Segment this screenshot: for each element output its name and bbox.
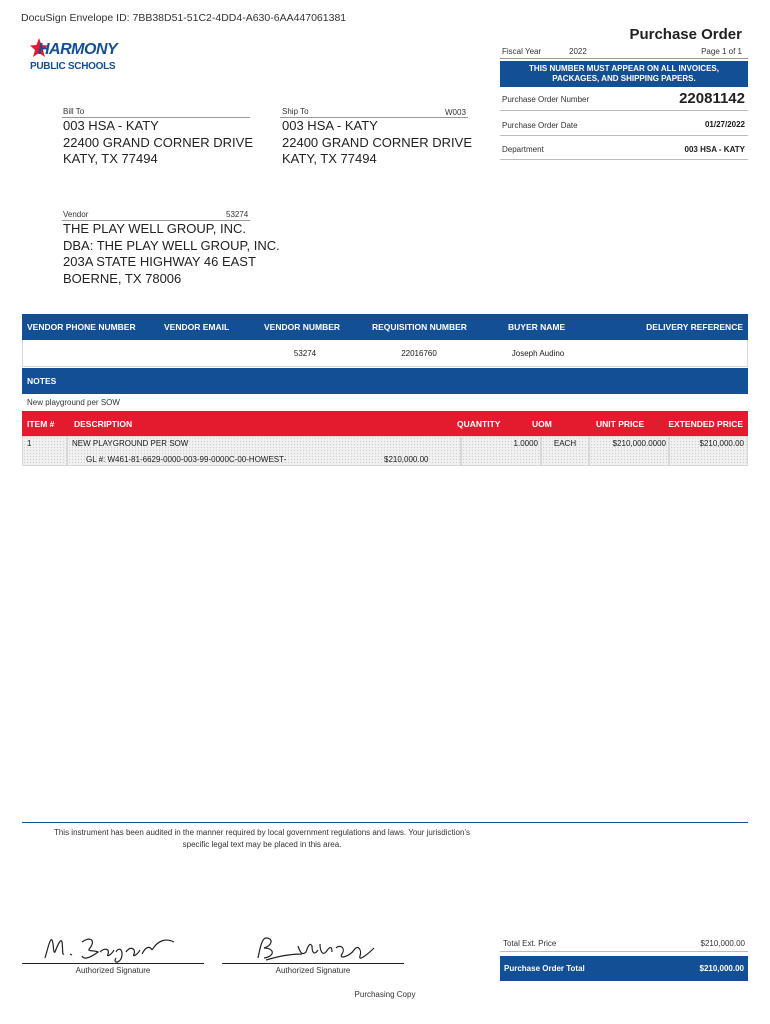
item-unit-price: $210,000.0000 [612, 439, 666, 448]
signature-label-2: Authorized Signature [275, 966, 351, 975]
col-description: DESCRIPTION [74, 418, 133, 429]
fiscal-year-label: Fiscal Year [502, 47, 542, 56]
col-quantity: QUANTITY [457, 418, 501, 429]
vendor-table-header [22, 314, 748, 340]
audit-text [22, 827, 502, 851]
col-item-number: ITEM # [27, 418, 55, 429]
vendor-line: BOERNE, TX 78006 [63, 270, 182, 286]
ship-to-address [282, 118, 472, 168]
copy-label: Purchasing Copy [354, 990, 416, 999]
envelope-id: DocuSign Envelope ID: 7BB38D51-51C2-4DD4-A630-6AA447061381 [21, 12, 347, 24]
item-quantity: 1.0000 [513, 439, 538, 448]
col-uom: UOM [532, 418, 552, 429]
bill-to-line: 003 HSA - KATY [63, 118, 159, 133]
vendor-number-top: 53274 [226, 210, 249, 219]
vendor-line: DBA: THE PLAY WELL GROUP, INC. [63, 237, 280, 253]
item-description: NEW PLAYGROUND PER SOW [72, 439, 189, 448]
signature-label-1: Authorized Signature [75, 966, 151, 975]
po-notice: THIS NUMBER MUST APPEAR ON ALL INVOICES, PACKAGES, AND SHIPPING PAPERS. [500, 61, 748, 87]
ship-to-line: 003 HSA - KATY [282, 118, 378, 133]
page-number: Page 1 of 1 [701, 47, 742, 56]
total-ext-value: $210,000.00 [700, 939, 745, 948]
ship-to-label: Ship To [282, 107, 309, 116]
page-title: Purchase Order [629, 26, 742, 43]
bill-to-line: 22400 GRAND CORNER DRIVE [63, 134, 253, 150]
po-total-bar [500, 956, 748, 981]
po-number-label: Purchase Order Number [502, 95, 590, 104]
col-unit-price: UNIT PRICE [596, 418, 645, 429]
vendor-line: THE PLAY WELL GROUP, INC. [63, 221, 247, 236]
harmony-logo [30, 38, 120, 78]
col-vendor-phone: VENDOR PHONE NUMBER [27, 322, 136, 332]
col-vendor-email: VENDOR EMAIL [164, 322, 230, 332]
item-extended-price: $210,000.00 [699, 439, 744, 448]
bill-to-address [63, 118, 253, 168]
department-label: Department [502, 145, 544, 154]
vendor-number-value: 53274 [293, 349, 317, 358]
fiscal-year-value: 2022 [569, 47, 587, 56]
signature-2 [250, 930, 390, 966]
col-vendor-number: VENDOR NUMBER [264, 322, 341, 332]
audit-text-line: This instrument has been audited in the manner required by local government regulations and laws. Your jurisdiction’s [53, 828, 471, 837]
total-ext-label: Total Ext. Price [503, 939, 557, 948]
item-uom: EACH [553, 439, 577, 448]
col-buyer-name: BUYER NAME [508, 322, 566, 332]
signature-1 [40, 930, 180, 966]
po-date-label: Purchase Order Date [502, 121, 578, 130]
logo-line2: PUBLIC SCHOOLS [30, 61, 116, 72]
footer-divider [22, 822, 748, 823]
ship-to-line: 22400 GRAND CORNER DRIVE [282, 134, 472, 150]
ship-to-line: KATY, TX 77494 [282, 151, 377, 166]
po-total-value: $210,000.00 [699, 964, 744, 973]
vendor-label: Vendor [63, 210, 89, 219]
requisition-number-value: 22016760 [401, 349, 437, 358]
bill-to-line: KATY, TX 77494 [63, 151, 158, 166]
logo-line1: HARMONY [38, 41, 118, 58]
vendor-table-row [22, 340, 748, 367]
vendor-address [63, 221, 280, 287]
po-date: 01/27/2022 [704, 120, 745, 129]
bill-to-label: Bill To [63, 107, 85, 116]
item-gl-amount: $210,000.00 [384, 455, 429, 464]
vendor-line: 203A STATE HIGHWAY 46 EAST [63, 254, 256, 269]
audit-text-line: specific legal text may be placed in this area. [182, 840, 342, 849]
table-row [22, 436, 748, 466]
notes-header: NOTES [22, 368, 748, 394]
po-number: 22081142 [679, 90, 745, 107]
buyer-name-value: Joseph Audino [511, 349, 565, 358]
ship-to-code: W003 [445, 108, 466, 117]
notes-text: New playground per SOW [27, 398, 120, 407]
col-requisition-number: REQUISITION NUMBER [372, 322, 467, 332]
po-total-label: Purchase Order Total [504, 964, 585, 973]
items-table-header [22, 411, 748, 436]
col-extended-price: EXTENDED PRICE [668, 418, 743, 429]
item-number: 1 [27, 439, 32, 448]
col-delivery-reference: DELIVERY REFERENCE [646, 322, 743, 332]
department-value: 003 HSA - KATY [684, 145, 745, 154]
item-gl: GL #: W461-81-6629-0000-003-99-0000C-00-HOWEST- [86, 455, 287, 464]
